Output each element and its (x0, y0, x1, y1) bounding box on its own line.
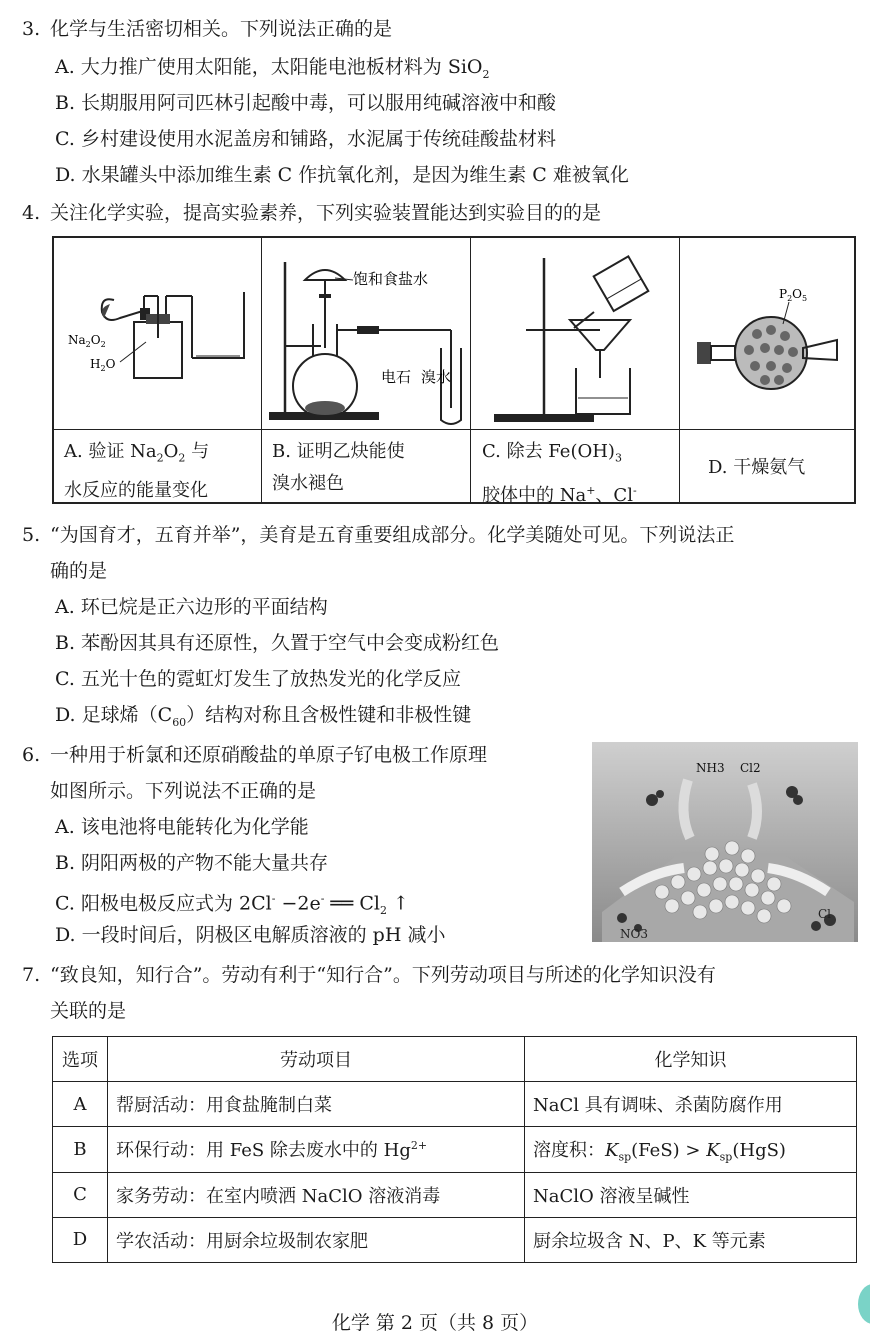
cl-label: Cl (818, 907, 832, 921)
question-stem: “为国育才，五育并举”，美育是五育重要组成部分。化学美随处可见。下列说法正 (50, 524, 735, 546)
apparatus-d-figure (679, 238, 858, 429)
labor-table (52, 1036, 857, 1263)
option-d: D. 水果罐头中添加维生素 C 作抗氧化剂，是因为维生素 C 难被氧化 (55, 164, 629, 186)
caption-d: D. 干燥氨气 (708, 457, 806, 478)
calcium-carbide-label: 电石 (381, 368, 412, 386)
bromine-water-label: 溴水 (421, 368, 452, 386)
table-header-row (53, 1037, 857, 1082)
row-labor-item: 家务劳动：在室内喷洒 NaClO 溶液消毒 (108, 1172, 525, 1217)
option-b: B. 阴阳两极的产物不能大量共存 (55, 852, 329, 874)
row-labor-item: 环保行动：用 FeS 除去废水中的 $Hg^{2+}$ (108, 1127, 525, 1172)
table-row (53, 1172, 857, 1217)
brine-label: 饱和食盐水 (353, 270, 429, 288)
question-stem: 关注化学实验，提高实验素养，下列实验装置能达到实验目的的是 (50, 202, 602, 224)
row-option: C (53, 1172, 108, 1217)
caption-c: C. 除去 $Fe(OH)_3$ 胶体中的 Na+、Cl- (482, 441, 637, 506)
apparatus-b-figure (261, 238, 470, 429)
option-a: A. 大力推广使用太阳能，太阳能电池板材料为 SiO$_2$ (55, 56, 490, 81)
option-c: C. 阳极电极反应式为 2Cl- −2e- ══ $Cl_2$ ↑ (55, 892, 409, 918)
question-stem: 化学与生活密切相关。下列说法正确的是 (50, 18, 393, 40)
row-chem-knowledge: 溶度积：$K_{sp}(FeS) > K_{sp}(HgS)$ (525, 1127, 857, 1172)
option-b: B. 长期服用阿司匹林引起酸中毒，可以服用纯碱溶液中和酸 (55, 92, 557, 114)
question-number: 7. (22, 964, 41, 986)
row-chem-knowledge: 厨余垃圾含 N、P、K 等元素 (525, 1217, 857, 1262)
option-c: C. 乡村建设使用水泥盖房和铺路，水泥属于传统硅酸盐材料 (55, 128, 556, 150)
question-stem-cont: 确的是 (50, 560, 108, 582)
option-a: A. 该电池将电能转化为化学能 (55, 816, 309, 838)
table-row (53, 1082, 857, 1127)
option-b: B. 苯酚因其具有还原性，久置于空气中会变成粉红色 (55, 632, 500, 654)
option-a: A. 环已烷是正六边形的平面结构 (55, 596, 328, 618)
cl2-label: Cl2 (740, 761, 761, 775)
apparatus-a-figure (54, 238, 261, 429)
option-c: C. 五光十色的霓虹灯发生了放热发光的化学反应 (55, 668, 461, 690)
apparatus-table (52, 236, 856, 504)
caption-b: B. 证明乙炔能使 溴水褪色 (272, 441, 405, 494)
row-option: B (53, 1127, 108, 1172)
table-row (53, 1127, 857, 1172)
row-labor-item: 帮厨活动：用食盐腌制白菜 (108, 1082, 525, 1127)
question-number: 4. (22, 202, 41, 224)
no3-label: NO3 (620, 927, 648, 941)
row-option: D (53, 1217, 108, 1262)
question-number: 5. (22, 524, 41, 546)
header-labor-item: 劳动项目 (108, 1037, 525, 1082)
question-number: 3. (22, 18, 41, 40)
na2o2-label: $Na_2O_2$ (68, 333, 106, 349)
row-chem-knowledge: NaClO 溶液呈碱性 (525, 1172, 857, 1217)
table-row (53, 1217, 857, 1262)
p2o5-label: $P_2O_5$ (779, 287, 808, 303)
h2o-label: $H_2O$ (90, 357, 116, 373)
row-chem-knowledge: NaCl 具有调味、杀菌防腐作用 (525, 1082, 857, 1127)
caption-a: A. 验证 $Na_2O_2$ 与 水反应的能量变化 (64, 441, 210, 501)
row-labor-item: 学农活动：用厨余垃圾制农家肥 (108, 1217, 525, 1262)
nh3-label: NH3 (696, 761, 725, 775)
question-stem: “致良知，知行合”。劳动有利于“知行合”。下列劳动项目与所述的化学知识没有 (50, 964, 716, 986)
electrode-figure (592, 742, 858, 942)
header-chem-knowledge: 化学知识 (525, 1037, 857, 1082)
row-option: A (53, 1082, 108, 1127)
question-stem-cont: 关联的是 (50, 1000, 127, 1022)
question-stem: 一种用于析氯和还原硝酸盐的单原子钌电极工作原理 (50, 744, 488, 766)
apparatus-c-figure (470, 238, 679, 429)
option-d: D. 一段时间后，阴极区电解质溶液的 pH 减小 (55, 924, 446, 946)
question-number: 6. (22, 744, 41, 766)
option-d: D. 足球烯$(C_{60})$结构对称且含极性键和非极性键 (55, 704, 472, 729)
page-footer: 化学 第 2 页（共 8 页） (331, 1312, 539, 1334)
header-option: 选项 (53, 1037, 108, 1082)
question-stem-cont: 如图所示。下列说法不正确的是 (50, 780, 317, 802)
